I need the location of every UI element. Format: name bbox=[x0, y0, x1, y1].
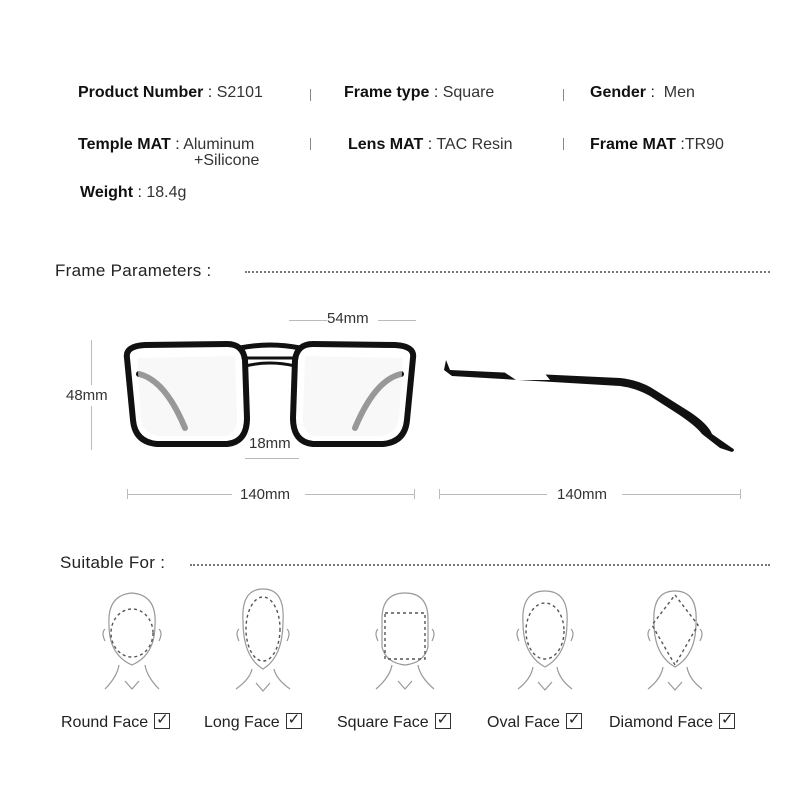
frame-width-label: 140mm bbox=[240, 486, 291, 503]
temple-length-label: 140mm bbox=[557, 486, 608, 503]
spec-value: 18.4g bbox=[146, 184, 187, 201]
spec-value: S2101 bbox=[216, 84, 263, 101]
divider bbox=[310, 138, 311, 150]
spec-value: Square bbox=[442, 84, 495, 101]
spec-weight: Weight : 18.4g bbox=[80, 184, 187, 201]
dimension-tick bbox=[439, 489, 440, 499]
oval-face-icon bbox=[508, 585, 583, 695]
diamond-face-icon bbox=[638, 585, 713, 695]
face-label: Diamond Face bbox=[609, 714, 714, 731]
dimension-tick bbox=[127, 489, 128, 499]
spec-gender: Gender : Men bbox=[590, 84, 695, 101]
spec-temple-mat: Temple MAT : Aluminum bbox=[78, 136, 255, 153]
spec-label: Frame type bbox=[344, 84, 430, 101]
bridge-label: 18mm bbox=[249, 435, 291, 452]
face-option-diamond bbox=[609, 713, 735, 732]
dimension-tick bbox=[414, 489, 415, 499]
spec-value: +Silicone bbox=[194, 152, 260, 169]
checkbox-checked-icon bbox=[566, 713, 582, 729]
face-option-long bbox=[204, 713, 302, 732]
spec-value: Men bbox=[663, 84, 695, 101]
dotted-divider bbox=[190, 564, 770, 566]
face-label: Oval Face bbox=[487, 714, 560, 731]
checkbox-checked-icon bbox=[154, 713, 170, 729]
long-face-icon bbox=[226, 585, 301, 695]
face-label: Square Face bbox=[337, 714, 429, 731]
dimension-tick bbox=[740, 489, 741, 499]
dimension-line bbox=[305, 494, 415, 495]
divider bbox=[563, 138, 564, 150]
glasses-side-view bbox=[440, 350, 750, 460]
face-option-round bbox=[61, 713, 170, 732]
square-face-icon bbox=[368, 585, 443, 695]
spec-label: Product Number bbox=[78, 84, 204, 101]
dimension-line bbox=[289, 320, 327, 321]
spec-label: Gender bbox=[590, 84, 647, 101]
face-option-square bbox=[337, 713, 451, 732]
checkbox-checked-icon bbox=[286, 713, 302, 729]
spec-value: Aluminum bbox=[183, 136, 255, 153]
dimension-line bbox=[622, 494, 740, 495]
spec-value: TR90 bbox=[684, 136, 724, 153]
face-option-oval bbox=[487, 713, 582, 732]
spec-label: Temple MAT bbox=[78, 136, 171, 153]
dotted-divider bbox=[245, 271, 770, 273]
lens-height-label: 48mm bbox=[66, 387, 108, 404]
dimension-line bbox=[378, 320, 416, 321]
lens-width-label: 54mm bbox=[327, 310, 369, 327]
dimension-line bbox=[439, 494, 547, 495]
checkbox-checked-icon bbox=[435, 713, 451, 729]
dimension-line bbox=[127, 494, 232, 495]
spec-product-number: Product Number : S2101 bbox=[78, 84, 263, 101]
spec-label: Frame MAT bbox=[590, 136, 676, 153]
divider bbox=[310, 89, 311, 101]
spec-temple-mat-cont bbox=[194, 152, 259, 170]
face-label: Long Face bbox=[204, 714, 280, 731]
round-face-icon bbox=[95, 585, 170, 695]
checkbox-checked-icon bbox=[719, 713, 735, 729]
suitable-for-title: Suitable For : bbox=[60, 553, 166, 572]
dimension-line bbox=[245, 458, 299, 459]
spec-label: Lens MAT bbox=[348, 136, 424, 153]
spec-label: Weight bbox=[80, 184, 134, 201]
frame-parameters-title: Frame Parameters : bbox=[55, 261, 212, 280]
spec-value: TAC Resin bbox=[436, 136, 513, 153]
spec-lens-mat: Lens MAT : TAC Resin bbox=[348, 136, 513, 153]
spec-frame-mat: Frame MAT :TR90 bbox=[590, 136, 724, 153]
spec-frame-type: Frame type : Square bbox=[344, 84, 495, 101]
divider bbox=[563, 89, 564, 101]
face-label: Round Face bbox=[61, 714, 149, 731]
